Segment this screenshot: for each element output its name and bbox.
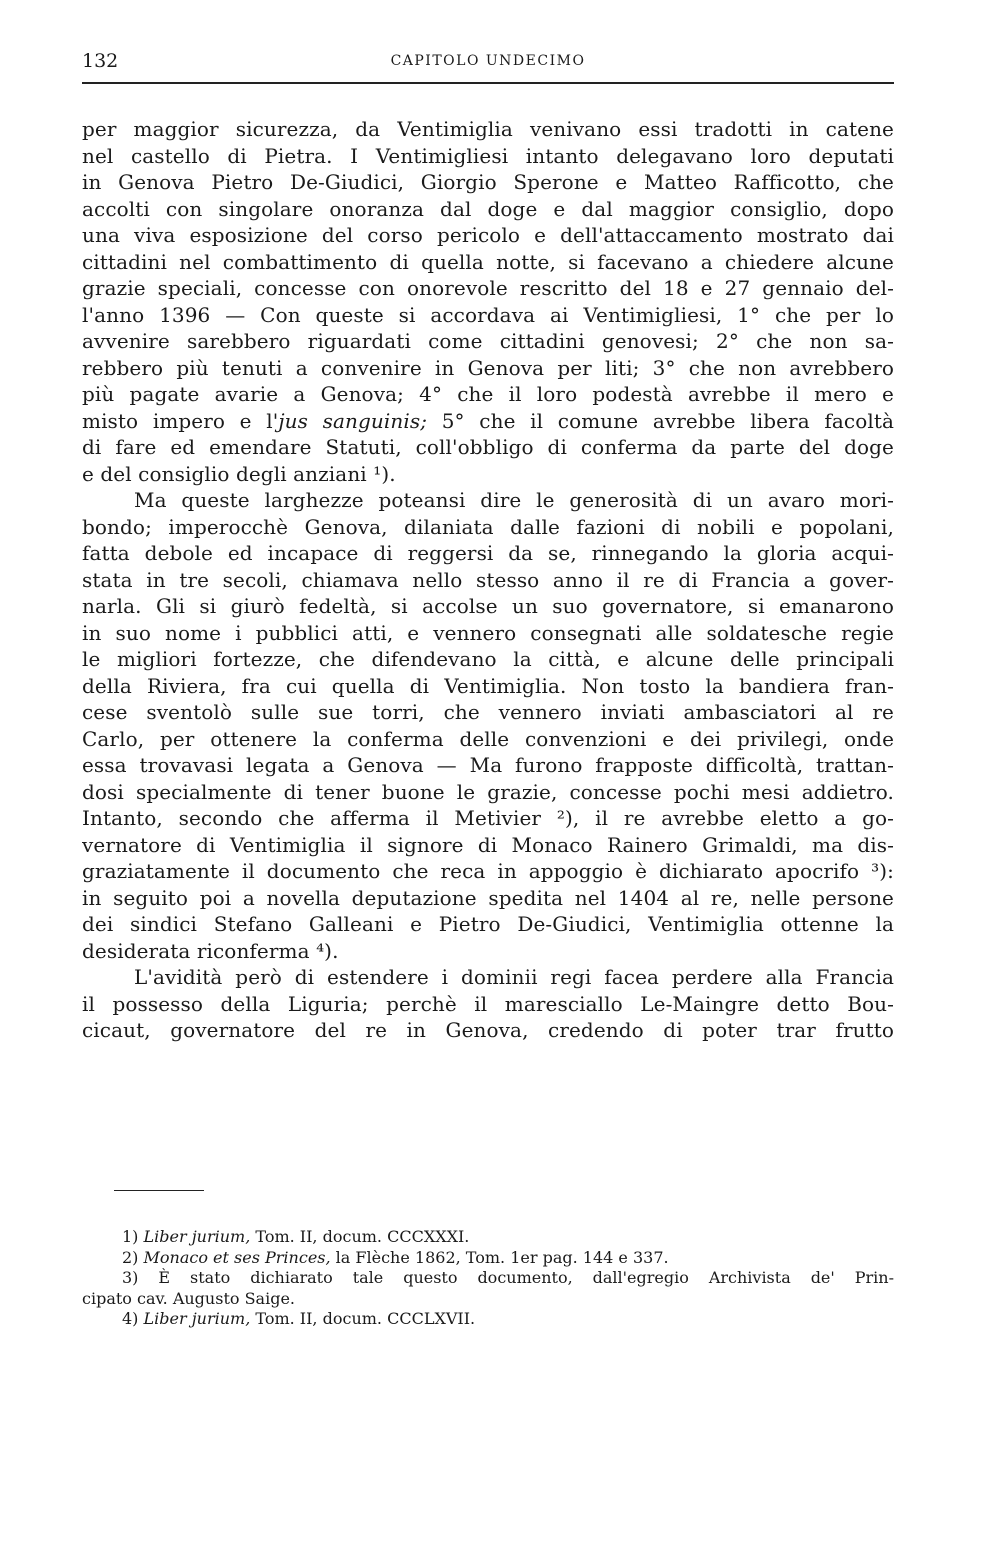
- text-line: stata in tre secoli, chiamava nello stesso anno il re di Francia a gover-: [82, 567, 894, 592]
- text-line: desiderata riconferma ⁴).: [82, 938, 339, 963]
- footnote-number: 2): [122, 1247, 139, 1267]
- page-header: [82, 50, 894, 74]
- footnote-number: 1): [122, 1227, 139, 1246]
- italic-phrase: jus sanguinis;: [278, 408, 428, 433]
- text-line: cese sventolò sulle sue torri, che vennero inviati ambasciatori al re: [82, 700, 894, 724]
- text-line: avvenire sarebbero riguardati come cittadini genovesi; 2° che non sa-: [82, 329, 894, 353]
- book-page: [82, 0, 894, 1542]
- footnote-number: 4): [122, 1309, 139, 1329]
- footnote-4: [82, 1309, 894, 1330]
- text-line: in suo nome i pubblici atti, e vennero consegnati alle soldatesche regie: [82, 620, 894, 645]
- text-line: nel castello di Pietra. I Ventimigliesi intanto delegavano loro deputati: [82, 143, 894, 168]
- italic-title: Liber jurium,: [143, 1227, 251, 1246]
- text-line: [82, 408, 894, 435]
- text-line: fatta debole ed incapace di reggersi da se, rinnegando la gloria acqui-: [82, 541, 894, 565]
- running-head: CAPITOLO UNDECIMO: [390, 53, 586, 69]
- text-line: il possesso della Liguria; perchè il maresciallo Le-Maingre detto Bou-: [82, 991, 894, 1016]
- header-rule: [82, 82, 894, 84]
- text-line: Carlo, per ottenere la conferma delle convenzioni e dei privilegi, onde: [82, 726, 894, 751]
- text-line: e del consiglio degli anziani ¹).: [82, 461, 396, 486]
- text-line: dosi specialmente di tener buone le grazie, concesse pochi mesi addietro.: [82, 779, 894, 804]
- text-line: accolti con singolare onoranza dal doge e dal maggior consiglio, dopo: [82, 196, 894, 221]
- text-line: cittadini nel combattimento di quella notte, si facevano a chiedere alcune: [82, 249, 894, 274]
- text-line: per maggior sicurezza, da Ventimiglia venivano essi tradotti in catene: [82, 117, 894, 141]
- text-line: graziatamente il documento che reca in appoggio è dichiarato apocrifo ³):: [82, 859, 894, 883]
- italic-title: Monaco et ses Princes,: [143, 1247, 331, 1267]
- text-line: vernatore di Ventimiglia il signore di Monaco Rainero Grimaldi, ma dis-: [82, 832, 894, 857]
- footnote-text: la Flèche 1862, Tom. 1er pag. 144 e 337.: [330, 1247, 669, 1267]
- text-line: più pagate avarie a Genova; 4° che il loro podestà avrebbe il mero e: [82, 382, 894, 406]
- footnote-2: [82, 1248, 894, 1269]
- italic-title: Liber jurium,: [143, 1309, 251, 1329]
- text-line: le migliori fortezze, che difendevano la città, e alcune delle principali: [82, 647, 894, 671]
- text-line: dei sindici Stefano Galleani e Pietro De-Giudici, Ventimiglia ottenne la: [82, 912, 894, 936]
- footnote-3-continuation: cipato cav. Augusto Saige.: [82, 1288, 295, 1308]
- text-line: l'anno 1396 — Con queste si accordava ai Ventimigliesi, 1° che per lo: [82, 302, 894, 327]
- text-line: in seguito poi a novella deputazione spedita nel 1404 al re, nelle persone: [82, 885, 894, 910]
- footnote-1: [82, 1227, 894, 1248]
- footnotes: [82, 1227, 894, 1330]
- footnote-rule: [114, 1190, 204, 1191]
- text-line: della Riviera, fra cui quella di Ventimiglia. Non tosto la bandiera fran-: [82, 673, 894, 698]
- text-line: Ma queste larghezze poteansi dire le generosità di un avaro mori-: [134, 488, 894, 512]
- text-line: di fare ed emendare Statuti, coll'obbligo di conferma da parte del doge: [82, 435, 894, 459]
- text-segment: 5° che il comune avrebbe libera facoltà: [427, 408, 894, 433]
- page-number: 132: [82, 50, 119, 72]
- text-segment: misto impero e l': [82, 408, 279, 433]
- text-line: narla. Gli si giurò fedeltà, si accolse un suo governatore, si emanarono: [82, 594, 894, 618]
- text-line: rebbero più tenuti a convenire in Genova per liti; 3° che non avrebbero: [82, 355, 894, 380]
- text-line: Intanto, secondo che afferma il Metivier ²), il re avrebbe eletto a go-: [82, 806, 894, 830]
- text-line: grazie speciali, concesse con onorevole rescritto del 18 e 27 gennaio del-: [82, 276, 894, 300]
- footnote-3: 3) È stato dichiarato tale questo documento, dall'egregio Archivista de' Prin-: [122, 1268, 894, 1288]
- text-line: essa trovavasi legata a Genova — Ma furono frapposte difficoltà, trattan-: [82, 753, 894, 777]
- footnote-text: Tom. II, docum. CCCLXVII.: [250, 1309, 476, 1329]
- footnote-text: Tom. II, docum. CCCXXXI.: [250, 1227, 470, 1246]
- text-line: una viva esposizione del corso pericolo e dell'attaccamento mostrato dai: [82, 223, 894, 247]
- text-line: in Genova Pietro De-Giudici, Giorgio Sperone e Matteo Rafficotto, che: [82, 170, 894, 194]
- text-line: L'avidità però di estendere i dominii regi facea perdere alla Francia: [134, 965, 894, 989]
- text-line: bondo; imperocchè Genova, dilaniata dalle fazioni di nobili e popolani,: [82, 514, 894, 539]
- body-text: [82, 116, 894, 1044]
- text-line: cicaut, governatore del re in Genova, credendo di poter trar frutto: [82, 1018, 894, 1042]
